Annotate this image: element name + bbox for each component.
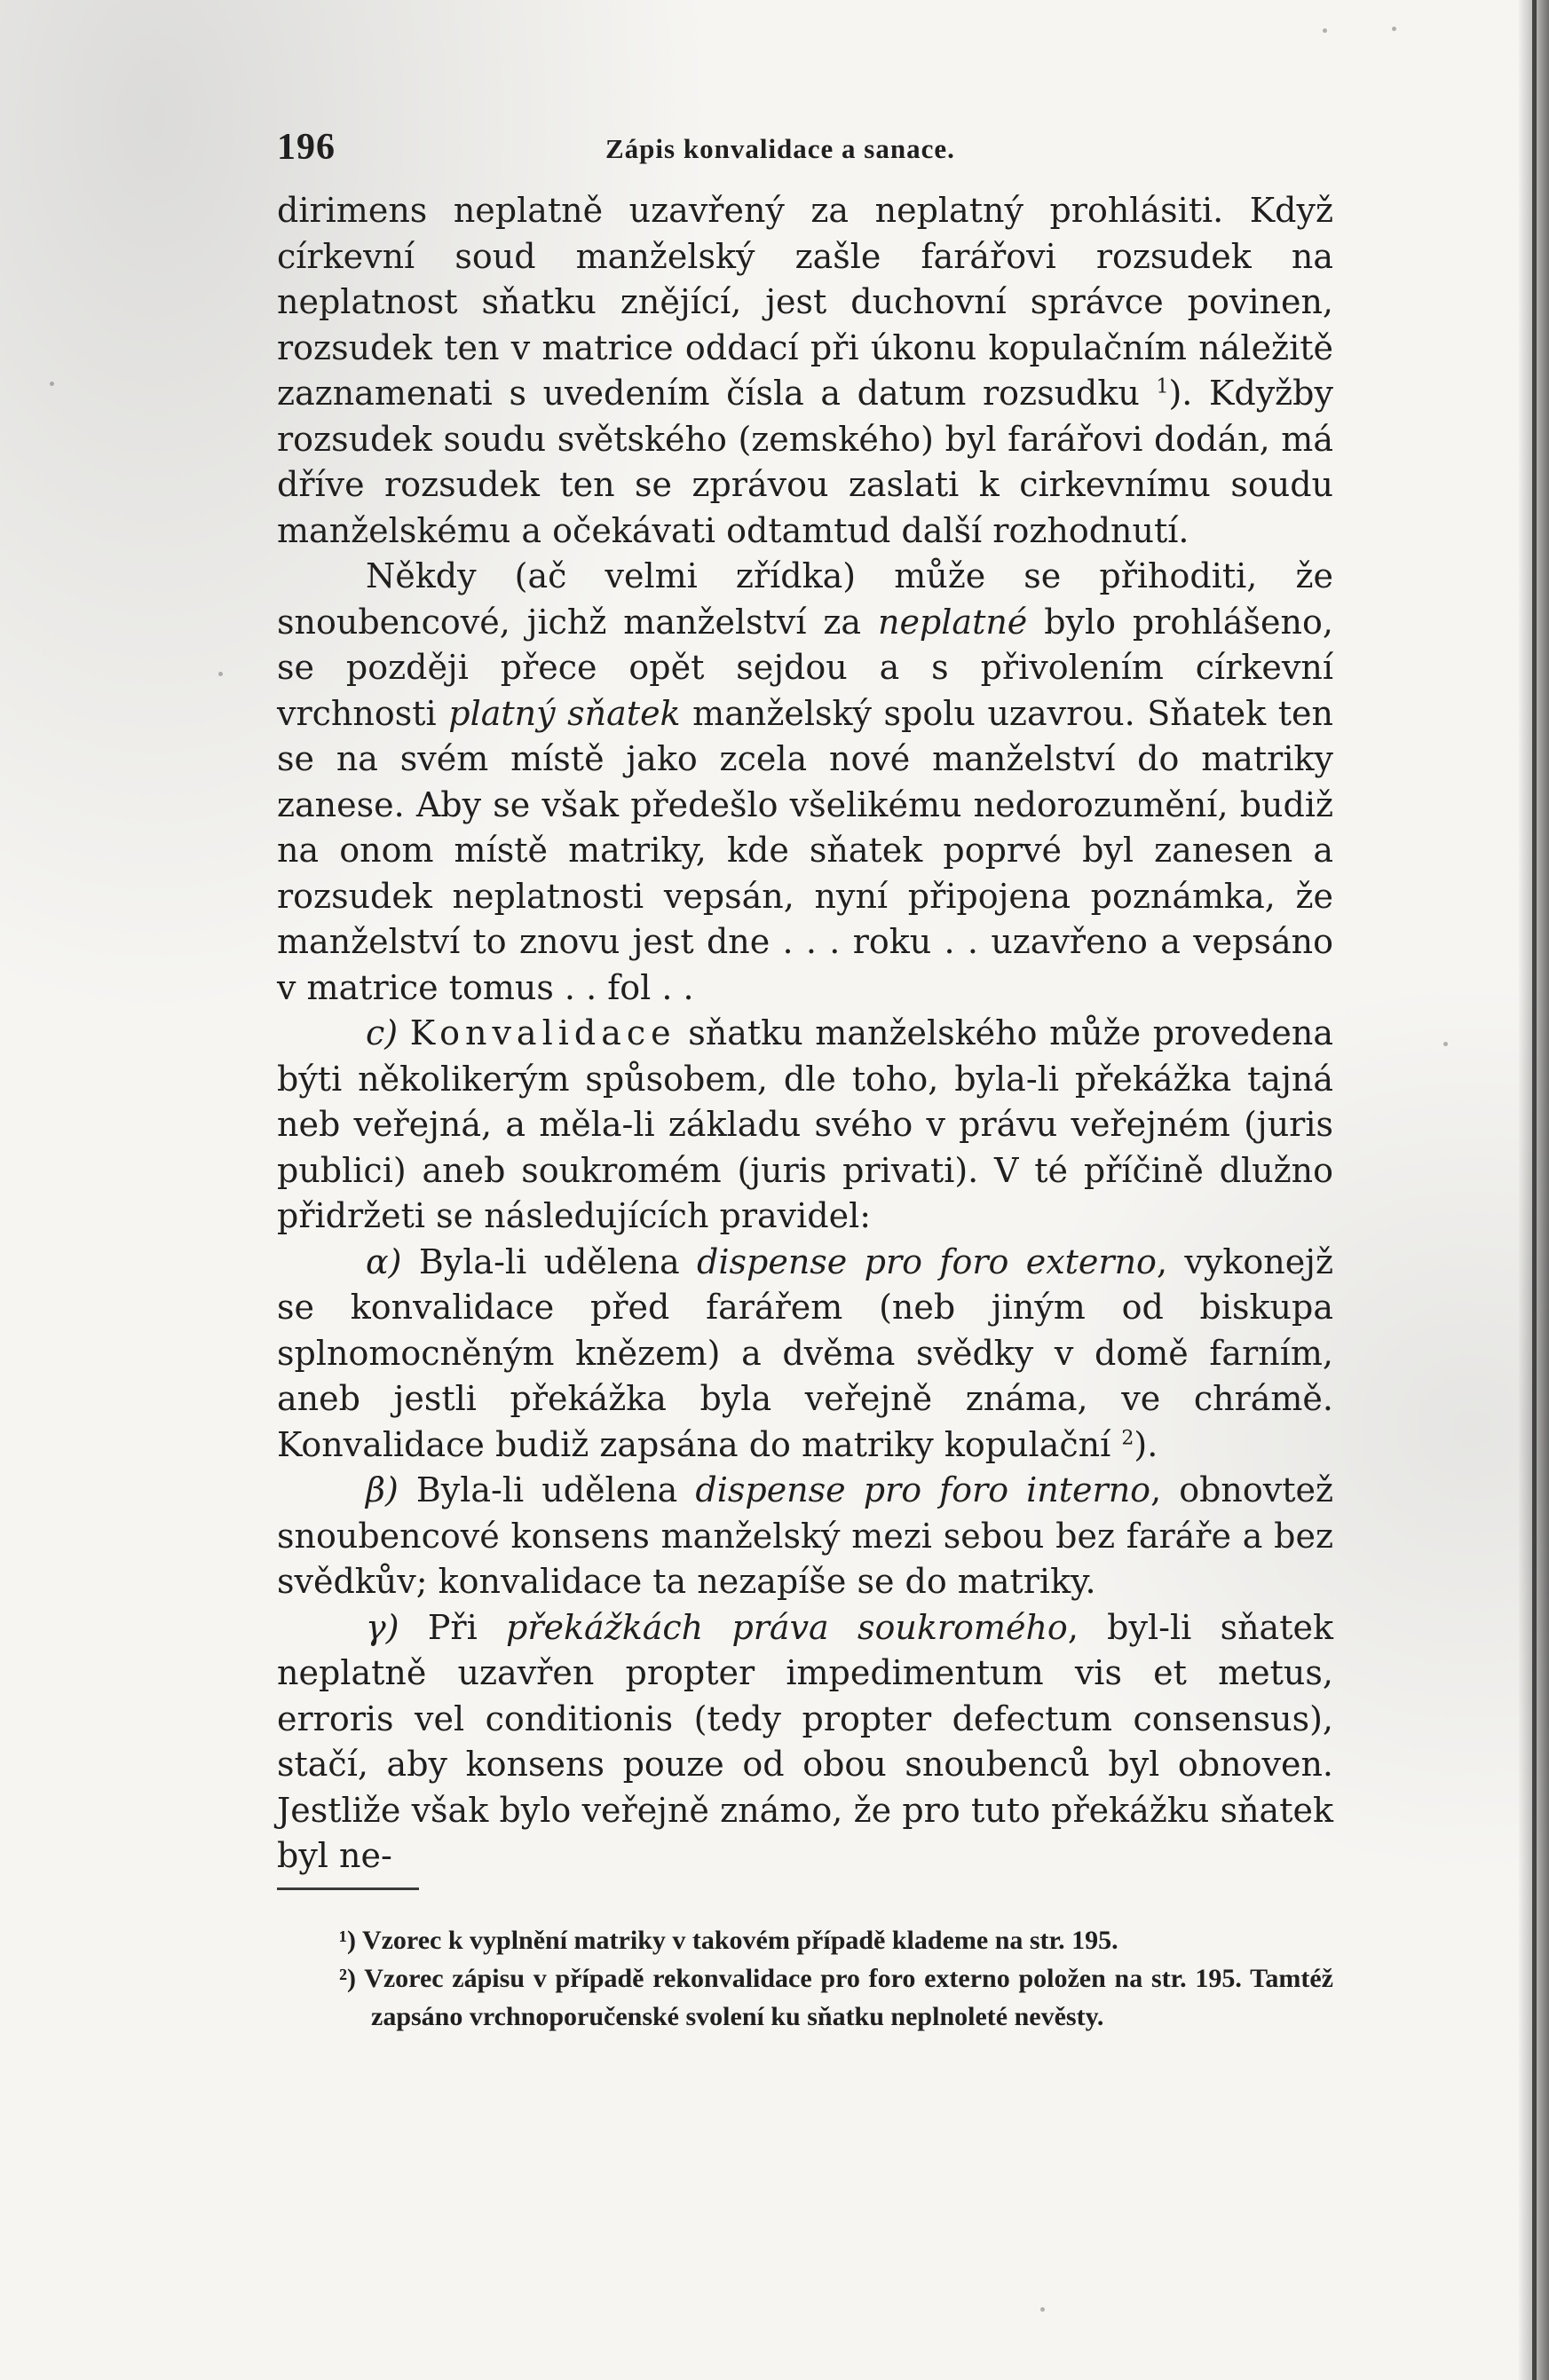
scan-speck (1040, 2307, 1045, 2312)
paragraph-alpha (277, 1240, 1333, 1469)
page-header (277, 126, 1333, 179)
paragraph-continuation (277, 188, 1333, 554)
paragraph-text: , vykonejž se konvalidace před farářem (neb jiným od biskupa splnomocněným knězem) a dvěma svědky v domě farním, aneb jestli překážka byla veřejně známa, ve chrámě. Konvalidace budiž zapsána do matriky kopulační (277, 1241, 1333, 1464)
footnote-text: Vzorec k vyplnění matriky v takovém případě klademe na str. 195. (361, 1926, 1118, 1955)
footnote-2 (339, 1959, 1333, 2036)
footnotes (339, 1921, 1333, 2036)
italic-text: překážkách práva soukromého (506, 1607, 1068, 1647)
italic-text: platný sňatek (448, 693, 681, 733)
paragraph-beta (277, 1468, 1333, 1605)
main-text (277, 188, 1333, 1880)
spaced-heading-word: Konvalidace (409, 1013, 676, 1052)
italic-text: dispense pro foro externo (697, 1241, 1157, 1281)
paragraph-convalidation (277, 1011, 1333, 1240)
scan-speck (1392, 27, 1396, 31)
binding-edge-line (1532, 0, 1537, 2380)
paragraph-text: manželský spolu uzavrou. Sňatek ten se na svém místě jako zcela nové manželství do matriky zanese. Aby se však předešlo všelikému nedorozumění, budiž na onom místě matriky, kde sňatek poprvé byl zanesen a rozsudek neplatnosti vepsán, nyní připojena poznámka, že manželství to znovu jest dne . . . roku . . uzavřeno a vepsáno v matrice tomus . . fol . . (277, 693, 1333, 1007)
paragraph-remarriage (277, 554, 1333, 1011)
list-marker: β) (366, 1470, 399, 1509)
paragraph-text: , obnovtež snoubencové konsens manželský mezi sebou bez faráře a bez svědkův; konvalidace ta nezapíše se do matriky. (277, 1470, 1333, 1601)
page-number: 196 (277, 127, 336, 168)
running-title: Zápis konvalidace a sanace. (605, 133, 955, 164)
scan-speck (218, 672, 223, 676)
paragraph-text: ). Kdyžby rozsudek soudu světského (zemského) byl farářovi dodán, má dříve rozsudek ten se zprávou zaslati k cirkevnímu soudu manželskému a očekávati odtamtud další rozhodnutí. (277, 374, 1333, 550)
footnote-text: Vzorec zápisu v případě rekonvalidace pro foro externo položen na str. 195. Tamtéž zapsáno vrchnoporučenské svolení ku sňatku neplnoleté nevěsty. (364, 1964, 1333, 2031)
paragraph-text: Byla-li udělena (415, 1470, 678, 1509)
scan-speck (50, 382, 54, 386)
footnote-divider (277, 1887, 419, 1890)
list-marker: γ) (366, 1607, 399, 1647)
section-label: c) (366, 1013, 399, 1052)
footnote-marker: ²) (339, 1964, 356, 1993)
footnote-marker: ¹) (339, 1926, 356, 1955)
footnote-reference: 2 (1121, 1426, 1134, 1449)
paragraph-text: , byl-li sňatek neplatně uzavřen propter impedimentum vis et metus, erroris vel conditionis (tedy propter defectum consensus), stačí, aby konsens pouze od obou snoubenců byl obnoven. Jestliže však bylo veřejně známo, že pro tuto překážku sňatek byl ne- (277, 1607, 1333, 1875)
footnote-reference: 1 (1156, 375, 1169, 398)
scan-speck (1323, 28, 1327, 33)
scan-speck (1443, 1042, 1448, 1046)
paragraph-text: ). (1134, 1424, 1158, 1464)
footnote-1 (339, 1921, 1333, 1959)
paragraph-text: bylo prohlášeno, se později přece opět sejdou a s přivolením církevní vrchnosti (277, 602, 1333, 733)
paragraph-text: Byla-li udělena (418, 1241, 680, 1281)
list-marker: α) (366, 1241, 402, 1281)
paragraph-gamma (277, 1605, 1333, 1880)
paragraph-text: Někdy (ač velmi zřídka) může se přihoditi, že snoubencové, jichž manželství za (277, 556, 1333, 642)
paragraph-text: Při (427, 1607, 478, 1647)
paragraph-text: sňatku manželského může provedena býti několikerým spůsobem, dle toho, byla-li překážka tajná neb veřejná, a měla-li základu svého v právu veřejném (juris publici) aneb soukromém (juris privati). V té příčině dlužno přidržeti se následujících pravidel: (277, 1013, 1333, 1235)
italic-text: dispense pro foro interno (695, 1470, 1151, 1509)
italic-text: neplatné (877, 602, 1028, 642)
paragraph-text: dirimens neplatně uzavřený za neplatný prohlásiti. Když církevní soud manželský zašle farářovi rozsudek na neplatnost sňatku znějící, jest duchovní správce povinen, rozsudek ten v matrice oddací při úkonu kopulačním náležitě zaznamenati s uvedením čísla a datum rozsudku (277, 191, 1333, 413)
